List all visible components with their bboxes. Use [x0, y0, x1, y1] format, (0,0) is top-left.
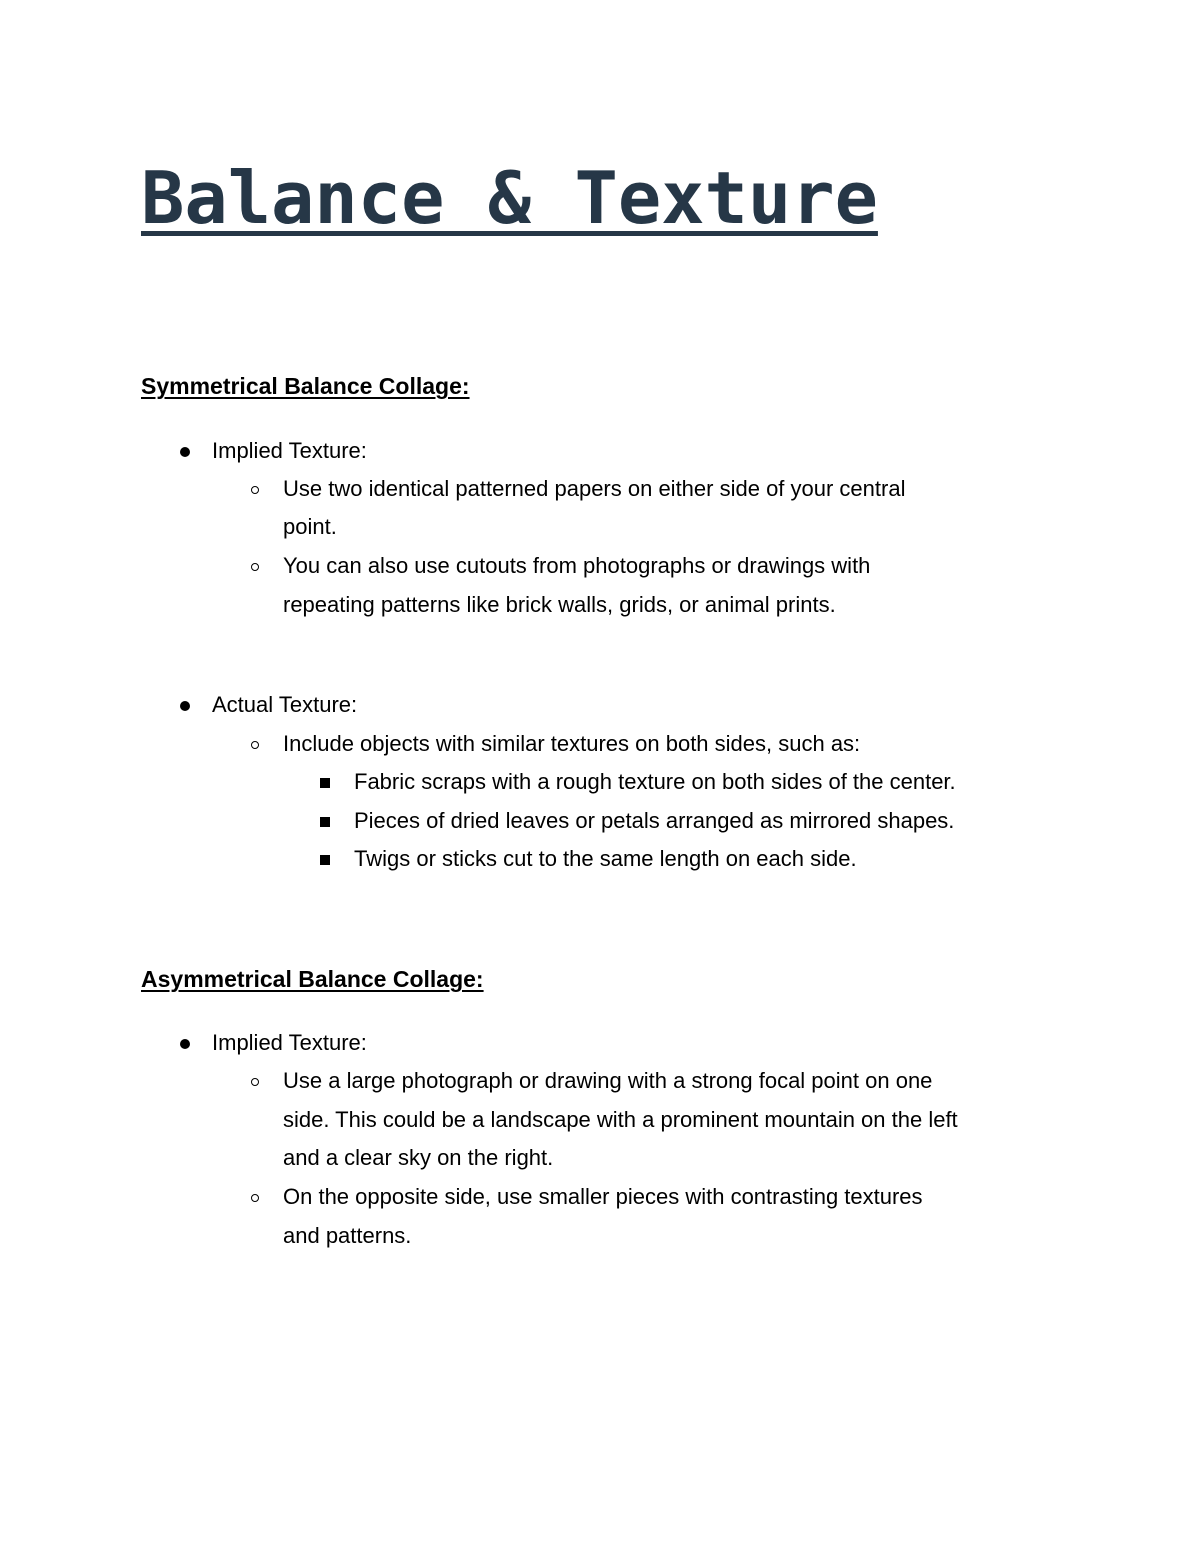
list-item-text: and patterns.: [283, 1223, 412, 1248]
list-item-text: Pieces of dried leaves or petals arranged as mirrored shapes.: [354, 808, 955, 833]
section-heading-symmetrical: Symmetrical Balance Collage:: [141, 373, 470, 399]
circle-bullet-icon: [251, 563, 259, 571]
list-item-text: Use two identical patterned papers on either side of your central: [283, 476, 906, 501]
circle-bullet-icon: [251, 741, 259, 749]
circle-bullet-icon: [251, 1078, 259, 1086]
list-item-text: On the opposite side, use smaller pieces with contrasting textures: [283, 1184, 923, 1209]
circle-bullet-icon: [251, 1194, 259, 1202]
disc-bullet-icon: [180, 701, 190, 711]
list-item-text: Include objects with similar textures on both sides, such as:: [283, 731, 861, 756]
disc-bullet-icon: [180, 1039, 190, 1049]
list-item-text: You can also use cutouts from photographs or drawings with: [283, 553, 871, 578]
square-bullet-icon: [320, 855, 330, 865]
list-item-text: Use a large photograph or drawing with a strong focal point on one: [283, 1068, 933, 1093]
list-item-text: point.: [283, 514, 337, 539]
list-item-text: side. This could be a landscape with a prominent mountain on the left: [283, 1107, 958, 1132]
disc-bullet-icon: [180, 447, 190, 457]
document-title: Balance & Texture: [141, 156, 878, 240]
list-item-text: Fabric scraps with a rough texture on both sides of the center.: [354, 769, 956, 794]
square-bullet-icon: [320, 778, 330, 788]
list-item-label: Actual Texture:: [212, 692, 358, 717]
circle-bullet-icon: [251, 486, 259, 494]
section-heading-asymmetrical: Asymmetrical Balance Collage:: [141, 966, 484, 992]
list-item-label: Implied Texture:: [212, 1030, 367, 1055]
square-bullet-icon: [320, 817, 330, 827]
list-item-text: repeating patterns like brick walls, grids, or animal prints.: [283, 592, 836, 617]
list-item-label: Implied Texture:: [212, 438, 367, 463]
list-item-text: Twigs or sticks cut to the same length on each side.: [354, 846, 857, 871]
list-item-text: and a clear sky on the right.: [283, 1145, 554, 1170]
